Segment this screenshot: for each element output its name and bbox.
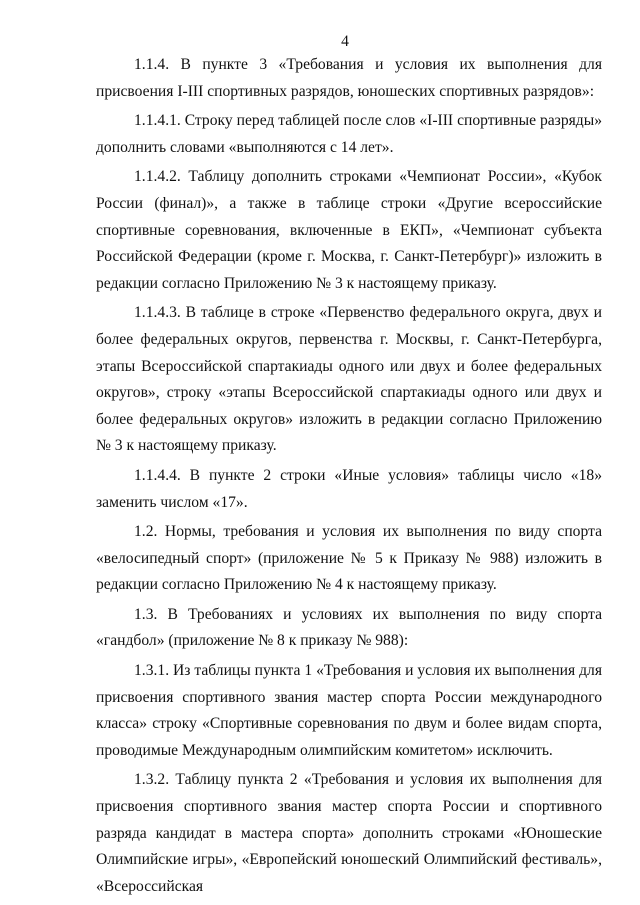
paragraph-1-3-2: 1.3.2. Таблицу пункта 2 «Требования и условия их выполнения для присвоения спортивного звания мастер спорта России и спортивного разряда кандидат в мастера спорта» дополнить строками «Юношеские Олимпийские игры», «Европейский юношеский Олимпийский фестиваль», «Всероссийская [96, 771, 602, 895]
paragraph-1-1-4-1: 1.1.4.1. Строку перед таблицей после слов «I-III спортивные разряды» дополнить словами «выполняются с 14 лет». [96, 112, 602, 156]
paragraph-1-1-4: 1.1.4. В пункте 3 «Требования и условия их выполнения для присвоения I-III спортивных разрядов, юношеских спортивных разрядов»: [96, 56, 602, 100]
document-body [96, 52, 602, 903]
paragraph-1-3: 1.3. В Требованиях и условиях их выполнения по виду спорта «гандбол» (приложение № 8 к приказу № 988): [96, 605, 602, 650]
paragraph-1-2: 1.2. Нормы, требования и условия их выполнения по виду спорта «велосипедный спорт» (приложение № 5 к Приказу № 988) изложить в редакции согласно Приложению № 4 к настоящему приказу. [96, 523, 602, 594]
paragraph-1-1-4-3: 1.1.4.3. В таблице в строке «Первенство федерального округа, двух и более федеральных округов, первенства г. Москвы, г. Санкт-Петербурга, этапы Всероссийской спартакиады одного или двух и более федеральных округов», строку «этапы Всероссийской спартакиады одного или двух и более федеральных округов» изложить в редакции согласно Приложению № 3 к настоящему приказу. [96, 304, 602, 455]
paragraph-1-1-4-2: 1.1.4.2. Таблицу дополнить строками «Чемпионат России», «Кубок России (финал)», а также в таблице строки «Другие всероссийские спортивные соревнования, включенные в ЕКП», «Чемпионат субъекта Российской Федерации (кроме г. Москва, г. Санкт-Петербург)» изложить в редакции согласно Приложению № 3 к настоящему приказу. [96, 168, 602, 292]
paragraph-1-1-4-4: 1.1.4.4. В пункте 2 строки «Иные условия» таблицы число «18» заменить числом «17». [96, 466, 602, 511]
paragraph-1-3-1: 1.3.1. Из таблицы пункта 1 «Требования и условия их выполнения для присвоения спортивного звания мастер спорта России международного класса» строку «Спортивные соревнования по двум и более видам спорта, проводимые Международным олимпийским комитетом» исключить. [96, 662, 602, 759]
page-number: 4 [341, 33, 349, 50]
